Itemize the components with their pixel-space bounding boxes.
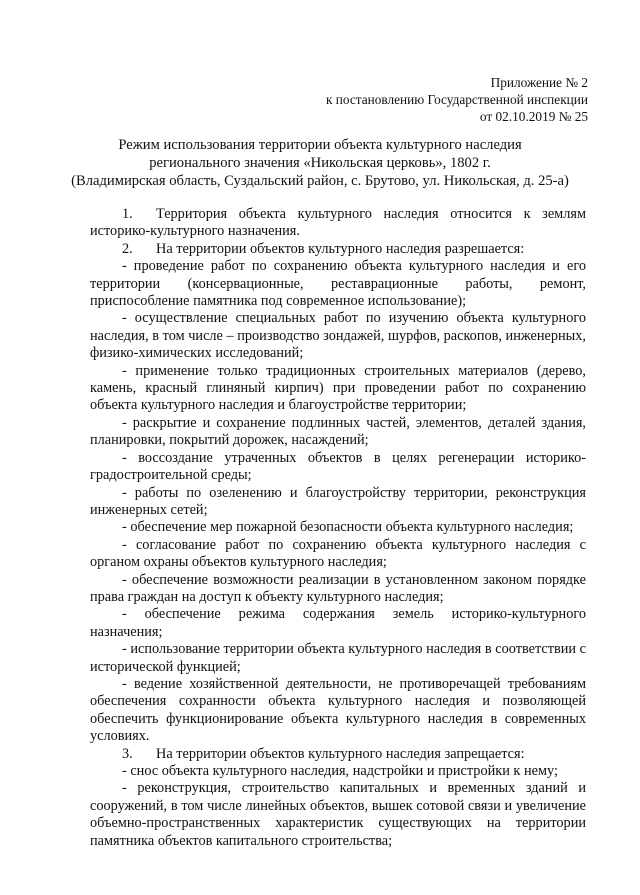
section-2: [90, 241, 586, 258]
list-item: - ведение хозяйственной деятельности, не противоречащей требованиям обеспечения сохранности объекта культурного наследия и позволяющей обеспечить функционирование объекта культурного наследия в современных условиях.: [90, 675, 586, 745]
section-number: 1.: [122, 206, 133, 222]
section-3: [90, 746, 586, 763]
list-item: - обеспечение режима содержания земель историко-культурного назначения;: [90, 606, 586, 640]
list-item: - применение только традиционных строительных материалов (дерево, камень, красный глиняный кирпич) при проведении работ по сохранению объекта культурного наследия и благоустройстве территории;: [90, 362, 586, 414]
list-item: - обеспечение возможности реализации в установленном законом порядке права граждан на доступ к объекту культурного наследия;: [90, 571, 586, 605]
appendix-header: [326, 74, 588, 108]
list-item: - осуществление специальных работ по изучению объекта культурного наследия, в том числе – производство зондажей, шурфов, раскопов, инженерных, физико-химических исследований;: [90, 310, 586, 362]
list-item: - проведение работ по сохранению объекта культурного наследия и его территории (консервационные, реставрационные работы, ремонт, приспособление памятника под современное использование);: [90, 258, 586, 310]
title-line-1: Режим использования территории объекта культурного наследия: [118, 137, 522, 153]
list-item: - раскрытие и сохранение подлинных частей, элементов, деталей здания, планировки, покрытий дорожек, насаждений;: [90, 414, 586, 449]
list-item: - снос объекта культурного наследия, надстройки и пристройки к нему;: [122, 763, 558, 779]
title-line-2: регионального значения «Никольская церковь», 1802 г.: [149, 155, 491, 171]
document-body: [90, 206, 586, 850]
list-item: - воссоздание утраченных объектов в целях регенерации историко-градостроительной среды;: [90, 449, 586, 484]
list-item: - обеспечение мер пожарной безопасности объекта культурного наследия;: [122, 519, 574, 536]
title-line-3: (Владимирская область, Суздальский район, с. Брутово, ул. Никольская, д. 25-а): [71, 173, 569, 189]
section-number: 2.: [122, 240, 133, 257]
document-date: от 02.10.2019 № 25: [479, 109, 588, 124]
section-text: Территория объекта культурного наследия относится к землям историко-культурного назначения.: [90, 206, 586, 240]
section-text: На территории объектов культурного наследия разрешается:: [156, 240, 525, 257]
list-item: - согласование работ по сохранению объекта культурного наследия с органом охраны объектов культурного наследия;: [90, 536, 586, 571]
section-1: [90, 206, 586, 241]
document-title: [40, 136, 600, 190]
list-item: - работы по озеленению и благоустройству территории, реконструкция инженерных сетей;: [90, 484, 586, 518]
appendix-reference: к постановлению Государственной инспекции: [326, 92, 588, 107]
list-item: - использование территории объекта культурного наследия в соответствии с исторической функцией;: [90, 641, 586, 675]
list-item: - реконструкция, строительство капитальных и временных зданий и сооружений, в том числе линейных объектов, вышек сотовой связи и увеличение объемно-пространственных характеристик существующих на территории памятника объектов капитального строительства;: [90, 780, 586, 849]
section-text: На территории объектов культурного наследия запрещается:: [156, 745, 525, 762]
section-number: 3.: [122, 745, 133, 762]
appendix-label: Приложение № 2: [490, 75, 588, 90]
